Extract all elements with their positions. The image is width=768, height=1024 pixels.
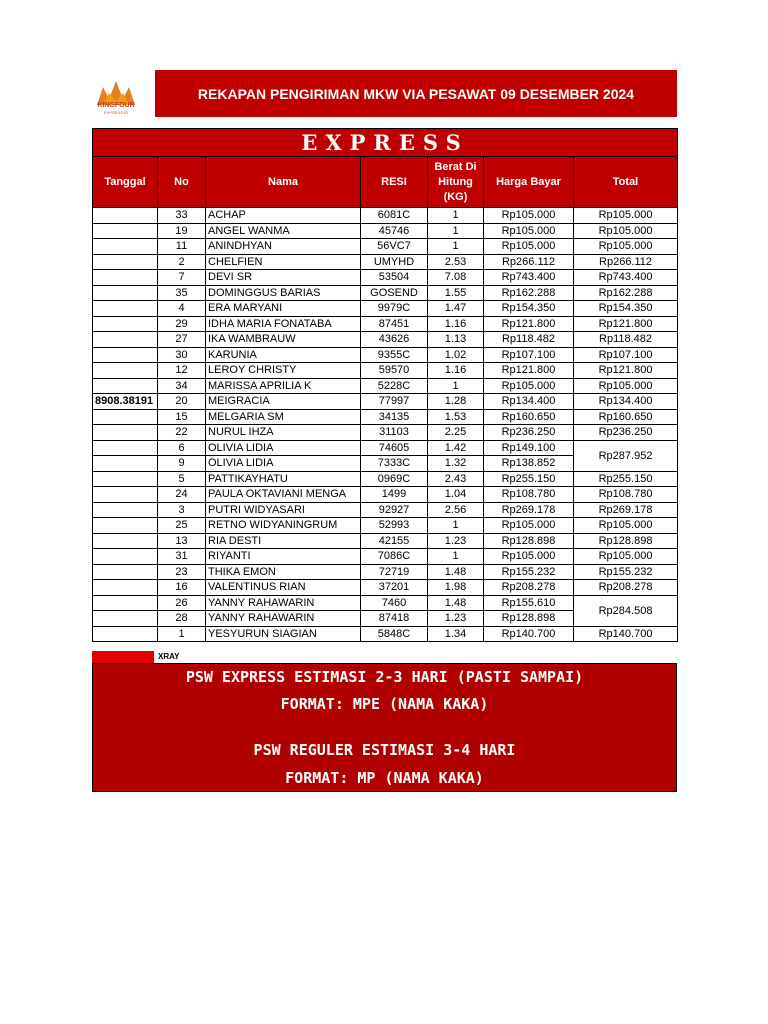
cell-berat: 1 [428,223,484,239]
cell-tanggal: 8908.38191 [93,394,158,410]
cell-tanggal [93,270,158,286]
cell-no: 25 [158,518,206,534]
cell-resi: 34135 [361,409,428,425]
cell-tanggal [93,208,158,224]
cell-resi: 0969C [361,471,428,487]
cell-harga: Rp121.800 [484,316,574,332]
cell-total: Rp134.400 [574,394,678,410]
cell-no: 30 [158,347,206,363]
cell-resi: 31103 [361,425,428,441]
table-row [93,363,678,379]
cell-harga: Rp105.000 [484,223,574,239]
cell-harga: Rp255.150 [484,471,574,487]
cell-harga: Rp128.898 [484,611,574,627]
cell-nama: MEIGRACIA [206,394,361,410]
table-row [93,254,678,270]
col-header-no: No [158,157,206,208]
cell-berat: 1.55 [428,285,484,301]
cell-nama: PUTRI WIDYASARI [206,502,361,518]
cell-tanggal [93,301,158,317]
table-row [93,223,678,239]
cell-resi: 43626 [361,332,428,348]
table-row [93,332,678,348]
cell-total: Rp107.100 [574,347,678,363]
cell-berat: 1.23 [428,611,484,627]
cell-harga: Rp105.000 [484,549,574,565]
note-line-express: PSW EXPRESS ESTIMASI 2-3 HARI (PASTI SAMPAI) [185,668,584,686]
cell-tanggal [93,285,158,301]
cell-resi: UMYHD [361,254,428,270]
table-row [93,580,678,596]
cell-tanggal [93,580,158,596]
cell-no: 7 [158,270,206,286]
cell-nama: MELGARIA SM [206,409,361,425]
cell-resi: 87418 [361,611,428,627]
cell-no: 35 [158,285,206,301]
cell-resi: 74605 [361,440,428,456]
cell-no: 9 [158,456,206,472]
cell-resi: 9979C [361,301,428,317]
table-row [93,301,678,317]
cell-nama: THIKA EMON [206,564,361,580]
cell-nama: ANGEL WANMA [206,223,361,239]
cell-berat: 1.48 [428,564,484,580]
cell-harga: Rp105.000 [484,239,574,255]
cell-berat: 1.28 [428,394,484,410]
col-header-nama: Nama [206,157,361,208]
cell-no: 34 [158,378,206,394]
cell-total: Rp105.000 [574,549,678,565]
cell-tanggal [93,409,158,425]
cell-berat: 1.32 [428,456,484,472]
cell-berat: 1.04 [428,487,484,503]
cell-no: 19 [158,223,206,239]
cell-total: Rp140.700 [574,626,678,642]
cell-tanggal [93,239,158,255]
cell-resi: 42155 [361,533,428,549]
cell-total: Rp255.150 [574,471,678,487]
cell-harga: Rp155.232 [484,564,574,580]
logo-name: KINGFOUR [97,102,135,109]
cell-resi: 7086C [361,549,428,565]
cell-berat: 2.56 [428,502,484,518]
cell-harga: Rp208.278 [484,580,574,596]
cell-harga: Rp154.350 [484,301,574,317]
cell-berat: 1.16 [428,363,484,379]
cell-resi: 45746 [361,223,428,239]
cell-berat: 1 [428,549,484,565]
cell-nama: IKA WAMBRAUW [206,332,361,348]
col-header-resi: RESI [361,157,428,208]
cell-tanggal [93,378,158,394]
cell-berat: 7.08 [428,270,484,286]
cell-total: Rp236.250 [574,425,678,441]
cell-harga: Rp105.000 [484,208,574,224]
cell-tanggal [93,533,158,549]
cell-nama: VALENTINUS RIAN [206,580,361,596]
table-row [93,208,678,224]
cell-total: Rp121.800 [574,316,678,332]
cell-total: Rp269.178 [574,502,678,518]
cell-no: 22 [158,425,206,441]
cell-total: Rp105.000 [574,223,678,239]
cell-berat: 1.48 [428,595,484,611]
cell-no: 23 [158,564,206,580]
table-row [93,487,678,503]
cell-total: Rp154.350 [574,301,678,317]
cell-resi: 52993 [361,518,428,534]
shipping-info-box [92,663,677,792]
cell-tanggal [93,626,158,642]
cell-resi: 77997 [361,394,428,410]
cell-nama: PAULA OKTAVIANI MENGA [206,487,361,503]
cell-no: 31 [158,549,206,565]
cell-harga: Rp269.178 [484,502,574,518]
shipment-table [92,128,678,642]
cell-berat: 1.16 [428,316,484,332]
cell-total: Rp284.508 [574,595,678,626]
note-line-reguler: PSW REGULER ESTIMASI 3-4 HARI [253,741,516,759]
cell-tanggal [93,549,158,565]
cell-nama: YESYURUN SIAGIAN [206,626,361,642]
cell-no: 1 [158,626,206,642]
col-header-tanggal: Tanggal [93,157,158,208]
cell-berat: 1 [428,239,484,255]
cell-no: 16 [158,580,206,596]
cell-nama: ERA MARYANI [206,301,361,317]
cell-total: Rp105.000 [574,239,678,255]
shipment-table-wrapper [92,128,677,642]
cell-tanggal [93,332,158,348]
cell-resi: 87451 [361,316,428,332]
cell-total: Rp105.000 [574,208,678,224]
cell-no: 20 [158,394,206,410]
cell-berat: 1.47 [428,301,484,317]
cell-harga: Rp140.700 [484,626,574,642]
cell-resi: 37201 [361,580,428,596]
cell-tanggal [93,564,158,580]
logo-subtitle: EXPRESS.ID [103,110,128,115]
cell-harga: Rp236.250 [484,425,574,441]
cell-harga: Rp128.898 [484,533,574,549]
xray-marker [92,651,154,663]
cell-tanggal [93,425,158,441]
cell-total: Rp105.000 [574,378,678,394]
cell-tanggal [93,518,158,534]
cell-harga: Rp121.800 [484,363,574,379]
table-row [93,409,678,425]
cell-nama: ANINDHYAN [206,239,361,255]
cell-tanggal [93,487,158,503]
table-row [93,518,678,534]
cell-berat: 1.42 [428,440,484,456]
cell-no: 2 [158,254,206,270]
cell-resi: 92927 [361,502,428,518]
cell-harga: Rp138.852 [484,456,574,472]
cell-nama: YANNY RAHAWARIN [206,595,361,611]
cell-nama: RETNO WIDYANINGRUM [206,518,361,534]
cell-tanggal [93,611,158,627]
cell-nama: OLIVIA LIDIA [206,456,361,472]
section-title: EXPRESS [93,129,678,157]
cell-harga: Rp743.400 [484,270,574,286]
cell-berat: 1.13 [428,332,484,348]
cell-resi: 56VC7 [361,239,428,255]
cell-harga: Rp149.100 [484,440,574,456]
cell-resi: 9355C [361,347,428,363]
cell-harga: Rp108.780 [484,487,574,503]
cell-harga: Rp160.650 [484,409,574,425]
cell-tanggal [93,456,158,472]
table-row [93,595,678,611]
cell-nama: IDHA MARIA FONATABA [206,316,361,332]
cell-berat: 1 [428,518,484,534]
cell-no: 12 [158,363,206,379]
cell-nama: MARISSA APRILIA K [206,378,361,394]
cell-nama: OLIVIA LIDIA [206,440,361,456]
cell-nama: DOMINGGUS BARIAS [206,285,361,301]
table-row [93,394,678,410]
cell-resi: 6081C [361,208,428,224]
cell-nama: NURUL IHZA [206,425,361,441]
cell-no: 15 [158,409,206,425]
cell-total: Rp160.650 [574,409,678,425]
cell-harga: Rp105.000 [484,378,574,394]
cell-total: Rp743.400 [574,270,678,286]
table-row [93,533,678,549]
cell-no: 24 [158,487,206,503]
cell-tanggal [93,471,158,487]
cell-total: Rp155.232 [574,564,678,580]
table-row [93,425,678,441]
cell-nama: RIYANTI [206,549,361,565]
cell-total: Rp162.288 [574,285,678,301]
cell-berat: 1.34 [428,626,484,642]
cell-no: 11 [158,239,206,255]
cell-resi: 53504 [361,270,428,286]
table-row [93,270,678,286]
table-row [93,564,678,580]
cell-tanggal [93,254,158,270]
cell-berat: 1 [428,208,484,224]
cell-harga: Rp105.000 [484,518,574,534]
table-header-row [93,157,678,208]
cell-resi: 5848C [361,626,428,642]
page-title: REKAPAN PENGIRIMAN MKW VIA PESAWAT 09 DESEMBER 2024 [155,70,677,117]
cell-harga: Rp118.482 [484,332,574,348]
cell-no: 26 [158,595,206,611]
cell-total: Rp208.278 [574,580,678,596]
cell-resi: GOSEND [361,285,428,301]
cell-no: 4 [158,301,206,317]
cell-no: 3 [158,502,206,518]
cell-nama: PATTIKAYHATU [206,471,361,487]
cell-total: Rp128.898 [574,533,678,549]
cell-total: Rp108.780 [574,487,678,503]
cell-berat: 1.98 [428,580,484,596]
cell-no: 29 [158,316,206,332]
col-header-harga: Harga Bayar [484,157,574,208]
cell-berat: 2.25 [428,425,484,441]
cell-no: 33 [158,208,206,224]
cell-nama: RIA DESTI [206,533,361,549]
cell-total: Rp287.952 [574,440,678,471]
table-row [93,502,678,518]
cell-total: Rp105.000 [574,518,678,534]
cell-no: 6 [158,440,206,456]
cell-total: Rp118.482 [574,332,678,348]
cell-total: Rp266.112 [574,254,678,270]
cell-resi: 72719 [361,564,428,580]
cell-tanggal [93,502,158,518]
table-row [93,239,678,255]
col-header-total: Total [574,157,678,208]
cell-tanggal [93,316,158,332]
cell-resi: 7333C [361,456,428,472]
table-row [93,316,678,332]
cell-berat: 2.43 [428,471,484,487]
cell-nama: CHELFIEN [206,254,361,270]
cell-berat: 1 [428,378,484,394]
cell-no: 13 [158,533,206,549]
cell-total: Rp121.800 [574,363,678,379]
cell-nama: KARUNIA [206,347,361,363]
col-header-berat: Berat Di Hitung (KG) [428,157,484,208]
cell-nama: LEROY CHRISTY [206,363,361,379]
note-line-express-format: FORMAT: MPE (NAMA KAKA) [280,695,489,713]
cell-tanggal [93,595,158,611]
cell-no: 27 [158,332,206,348]
note-line-reguler-format: FORMAT: MP (NAMA KAKA) [285,769,484,787]
cell-tanggal [93,223,158,239]
cell-resi: 59570 [361,363,428,379]
cell-nama: DEVI SR [206,270,361,286]
cell-harga: Rp155.610 [484,595,574,611]
cell-tanggal [93,363,158,379]
cell-berat: 2.53 [428,254,484,270]
cell-resi: 7460 [361,595,428,611]
cell-berat: 1.53 [428,409,484,425]
cell-harga: Rp266.112 [484,254,574,270]
table-row [93,347,678,363]
cell-resi: 1499 [361,487,428,503]
table-row [93,626,678,642]
cell-no: 28 [158,611,206,627]
table-row [93,549,678,565]
table-row [93,285,678,301]
cell-harga: Rp107.100 [484,347,574,363]
cell-berat: 1.02 [428,347,484,363]
cell-berat: 1.23 [428,533,484,549]
cell-tanggal [93,440,158,456]
cell-tanggal [93,347,158,363]
table-row [93,378,678,394]
cell-nama: ACHAP [206,208,361,224]
table-row [93,440,678,456]
cell-nama: YANNY RAHAWARIN [206,611,361,627]
table-row [93,471,678,487]
cell-harga: Rp134.400 [484,394,574,410]
cell-harga: Rp162.288 [484,285,574,301]
xray-label: XRAY [158,652,180,661]
cell-resi: 5228C [361,378,428,394]
cell-no: 5 [158,471,206,487]
